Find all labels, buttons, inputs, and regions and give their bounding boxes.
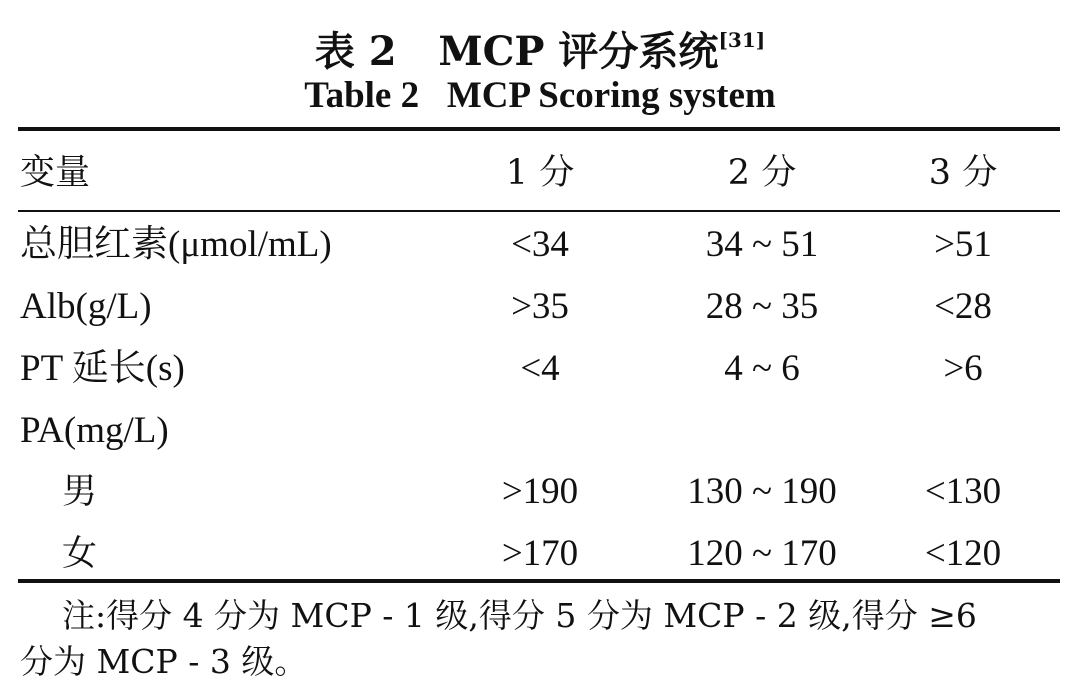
row-label-bilirubin: 总胆红素(μmol/mL) (20, 224, 332, 265)
row-label-prealbumin: PA(mg/L) (20, 410, 169, 451)
row-male-score-1: >190 (501, 471, 579, 512)
header-score-2: 2 分 (727, 153, 797, 193)
row-female-score-2: 120 ~ 170 (687, 533, 837, 574)
citation-reference: [31] (718, 28, 766, 52)
row-label-female: 女 (62, 534, 98, 574)
row-label-male: 男 (62, 472, 98, 512)
table-title-chinese (0, 14, 1080, 78)
table-title-english: Table 2 MCP Scoring system (304, 75, 776, 116)
row-label-pt-prolongation: PT 延长(s) (20, 348, 185, 389)
header-variable: 变量 (20, 153, 91, 193)
row-albumin-score-1: >35 (511, 286, 569, 327)
table-header-rule (18, 210, 1060, 212)
row-male-score-3: <130 (924, 471, 1002, 512)
row-male-score-2: 130 ~ 190 (687, 471, 837, 512)
row-bilirubin-score-3: >51 (934, 224, 992, 265)
row-female-score-1: >170 (501, 533, 579, 574)
row-label-albumin: Alb(g/L) (20, 286, 152, 327)
row-pt-score-1: <4 (520, 348, 560, 389)
table-top-rule (18, 127, 1060, 131)
row-bilirubin-score-1: <34 (511, 224, 569, 265)
row-female-score-3: <120 (924, 533, 1002, 574)
header-score-1: 1 分 (505, 153, 575, 193)
row-pt-score-3: >6 (943, 348, 983, 389)
row-albumin-score-3: <28 (934, 286, 992, 327)
row-albumin-score-2: 28 ~ 35 (705, 286, 819, 327)
row-pt-score-2: 4 ~ 6 (724, 348, 800, 389)
table-bottom-rule (18, 579, 1060, 583)
table-note-line-2: 分为 MCP - 3 级。 (20, 642, 308, 681)
table-title-chinese-text: 表 2 MCP 评分系统 (314, 28, 719, 75)
table-note-line-1: 注:得分 4 分为 MCP - 1 级,得分 5 分为 MCP - 2 级,得分 ≥6 (20, 596, 977, 635)
row-bilirubin-score-2: 34 ~ 51 (705, 224, 819, 265)
header-score-3: 3 分 (928, 153, 998, 193)
